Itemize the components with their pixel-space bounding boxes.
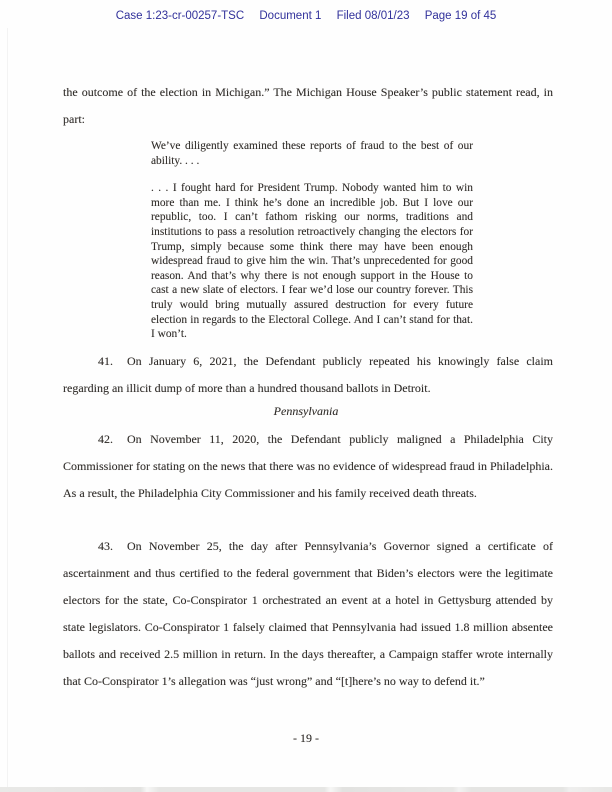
scan-artifact-bottom-edge: [0, 787, 612, 792]
document-number: Document 1: [259, 10, 322, 22]
paragraph-text: On January 6, 2021, the Defendant publicly repeated his knowingly false claim regarding an illicit dump of more than a hundred thousand ballots in Detroit.: [63, 354, 553, 395]
paragraph-number: 42.: [98, 432, 113, 446]
paragraph-42: [63, 426, 553, 507]
paragraph-number: 41.: [98, 354, 113, 368]
speaker-statement-blockquote: [151, 139, 473, 342]
paragraph-number: 43.: [98, 539, 113, 553]
body-intro-paragraph: the outcome of the election in Michigan.” The Michigan House Speaker’s public statement read, in part:: [63, 85, 553, 126]
section-heading-pennsylvania: Pennsylvania: [273, 404, 339, 418]
filed-date: Filed 08/01/23: [336, 10, 410, 22]
page-of-total: Page 19 of 45: [424, 10, 497, 22]
paragraph-43: [63, 533, 553, 695]
case-stamp-header: [0, 10, 612, 22]
paragraph-text: On November 25, the day after Pennsylvania’s Governor signed a certificate of ascertainment and thus certified to the federal government that Biden’s electors were the legitimate electors for the state, Co-Conspirator 1 orchestrated an event at a hotel in Gettysburg attended by state legislators. Co-Conspirator 1 falsely claimed that Pennsylvania had issued 1.8 million absentee ballots and received 2.5 million in return. In the days thereafter, a Campaign staffer wrote internally that Co-Conspirator 1’s allegation was “just wrong” and “[t]here’s no way to defend it.”: [63, 539, 553, 688]
paragraph-text: On November 11, 2020, the Defendant publicly maligned a Philadelphia City Commissioner for stating on the news that there was no evidence of widespread fraud in Philadelphia. As a result, the Philadelphia City Commissioner and his family received death threats.: [63, 432, 553, 500]
quote-paragraph: . . . I fought hard for President Trump. Nobody wanted him to win more than me. I think he’s done an incredible job. But I love our republic, too. I can’t fathom risking our norms, traditions and institutions to pass a resolution retroactively changing the electors for Trump, simply because some think there may have been enough widespread fraud to give him the win. That’s unprecedented for good reason. And that’s why there is not enough support in the House to cast a new slate of electors. I fear we’d lose our country forever. This truly would bring mutually assured destruction for every future election in regards to the Electoral College. And I can’t stand for that. I won’t.: [151, 182, 473, 341]
case-number: Case 1:23-cr-00257-TSC: [115, 10, 245, 22]
quote-paragraph: We’ve diligently examined these reports of fraud to the best of our ability. . . .: [151, 140, 473, 167]
paragraph-41: [63, 348, 553, 402]
page-number-footer: - 19 -: [293, 731, 319, 745]
scan-artifact-left-edge: [7, 28, 8, 792]
